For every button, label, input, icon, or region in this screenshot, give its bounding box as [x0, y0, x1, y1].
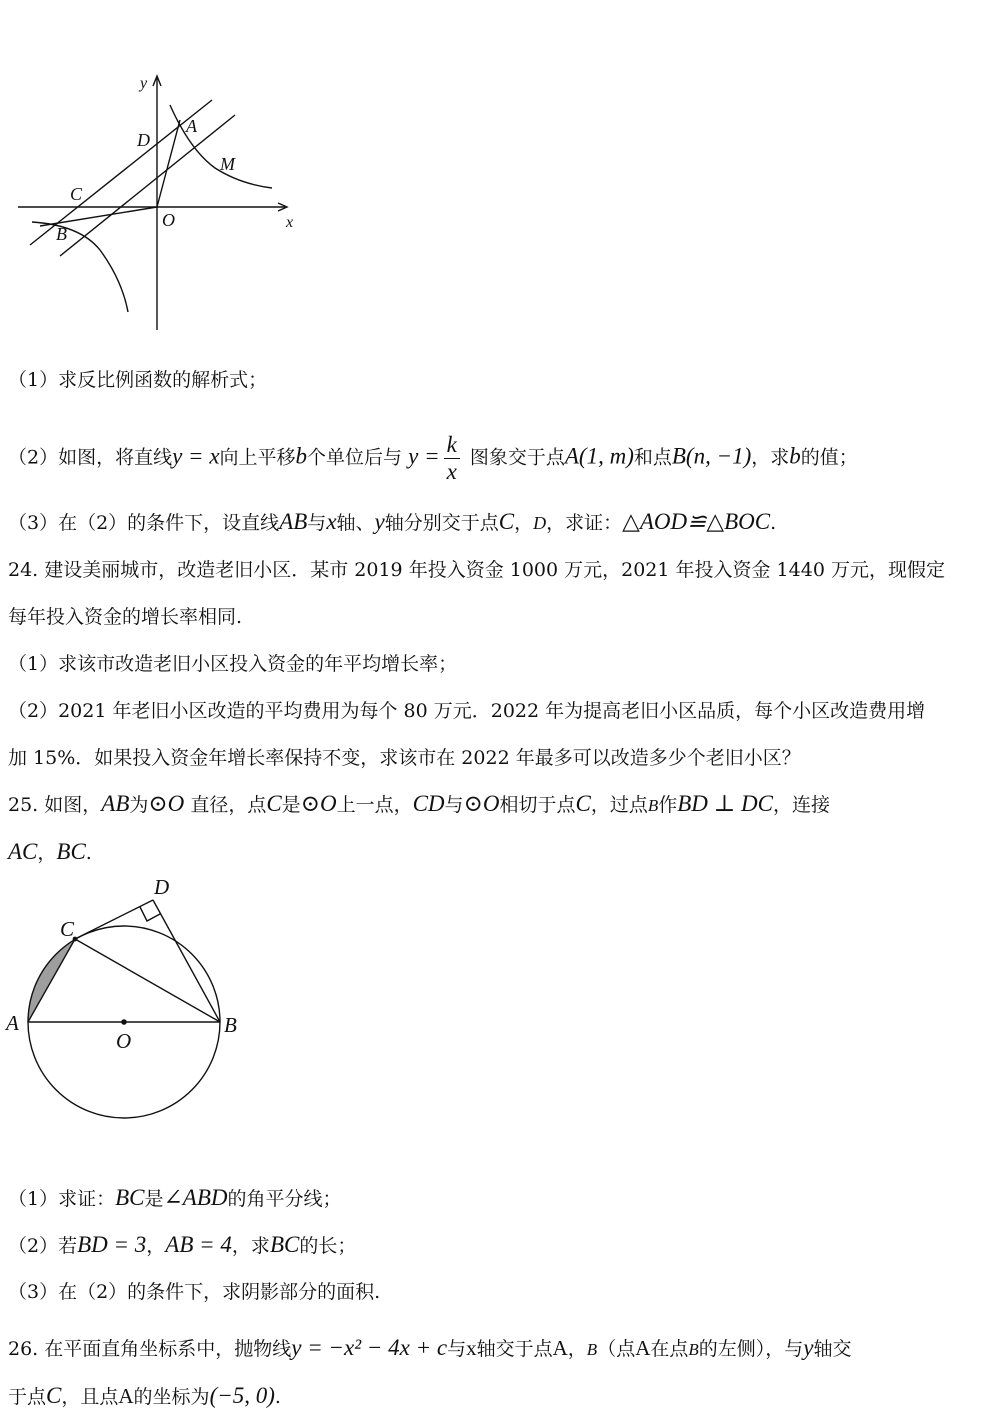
q25-line1	[8, 792, 830, 818]
q25-text-g: ，过点	[590, 794, 648, 816]
q25-part3: （3）在（2）的条件下，求阴影部分的面积.	[8, 1281, 381, 1303]
q25-p2-text-a: （2）若	[8, 1235, 78, 1257]
segment-BC-label: BC	[56, 839, 86, 864]
q23-p2-text-a: （2）如图，将直线	[8, 446, 173, 469]
fig-label-A: A	[6, 1011, 19, 1035]
q26-text-b: 与	[447, 1338, 467, 1360]
q23-p3-text-a: （3）在（2）的条件下，设直线	[8, 512, 280, 534]
point-C: C	[498, 509, 515, 534]
point-A-label: A	[186, 116, 197, 136]
q23-p2-text-f: ，求	[751, 446, 790, 469]
x-var: x	[326, 509, 337, 534]
segment-AC-label: AC	[8, 839, 38, 864]
q23-part1: （1）求反比例函数的解析式；	[8, 369, 268, 391]
q25-text-h: 作	[658, 794, 678, 816]
q26-text-c: 轴交于点	[476, 1338, 553, 1360]
q24-part1: （1）求该市改造老旧小区投入资金的年平均增长率；	[8, 653, 458, 675]
q26-point-C: C	[46, 1383, 62, 1408]
inverse-fn-lhs: y =	[408, 443, 440, 469]
circle-O-3: ⊙O	[463, 791, 500, 816]
fig-label-O: O	[116, 1029, 132, 1053]
x-axis-label: x	[286, 214, 294, 231]
q23-p2-text-c: 个单位后与	[307, 446, 403, 469]
q26-B: B	[586, 1340, 598, 1359]
fraction-numerator: k	[444, 432, 460, 459]
q23-coordinate-graph	[0, 60, 320, 340]
q25-p1-text-c: 的角平分线；	[227, 1188, 342, 1210]
angle-ABD: ∠ABD	[163, 1185, 228, 1210]
q26-text-d: ，	[567, 1338, 587, 1360]
point-B-small: B	[647, 796, 659, 815]
q26-y: y	[803, 1335, 814, 1360]
right-angle-mark	[140, 907, 160, 921]
q25-text-a: 为	[129, 794, 149, 816]
q23-p3-text-e: ，	[514, 512, 534, 534]
q25-p1-BC: BC	[115, 1185, 145, 1210]
parabola-equation: y = −x² − 4x + c	[291, 1335, 448, 1360]
circle-O-1: ⊙O	[148, 791, 185, 816]
hyperbola-branch-2	[32, 222, 128, 312]
q25-p2-BC: BC	[269, 1232, 300, 1257]
q26-A2: A	[635, 1336, 651, 1360]
q25-l2-end: .	[85, 842, 92, 864]
q25-text-i: ，连接	[772, 794, 830, 816]
q26-l2-text-b: ，且点	[61, 1386, 119, 1408]
point-A-coord: A(1, m)	[564, 443, 634, 469]
q25-text-d: 上一点，	[336, 794, 413, 816]
q26-A: A	[552, 1336, 568, 1360]
q25-text-num: 25. 如图，	[8, 794, 102, 816]
q25-line2	[8, 840, 92, 865]
q25-text-f: 相切于点	[499, 794, 576, 816]
point-B-coord: B(n, −1)	[671, 443, 752, 469]
q26-text-a: 26. 在平面直角坐标系中，抛物线	[8, 1338, 292, 1360]
q23-p3-text-c: 轴、	[336, 512, 375, 534]
tangent-CD: CD	[412, 791, 445, 816]
q25-p1-text-a: （1）求证：	[8, 1188, 116, 1210]
q26-x: x	[466, 1336, 477, 1360]
q25-p1-text-b: 是	[144, 1188, 164, 1210]
q24-part2-line2: 加 15%．如果投入资金年增长率保持不变，求该市在 2022 年最多可以改造多少个老旧小区？	[8, 747, 801, 769]
q26-l2-text-e: .	[274, 1386, 281, 1408]
y-axis-label: y	[140, 75, 148, 92]
origin-O-label: O	[162, 210, 175, 230]
point-A-coordinates: (−5, 0)	[209, 1383, 275, 1408]
var-b-2: b	[789, 443, 801, 469]
q25-p2-text-d: 的长；	[299, 1235, 357, 1257]
q23-p2-text-e: 和点	[633, 446, 672, 469]
q23-p2-text-d: 图象交于点	[469, 446, 565, 469]
segment-CB	[75, 939, 220, 1022]
bd-value: BD = 3	[77, 1232, 147, 1257]
q25-part1	[8, 1186, 342, 1211]
q25-text-c2: 是	[281, 794, 301, 816]
q26-text-f: 在点	[650, 1338, 689, 1360]
circle-O-2: ⊙O	[300, 791, 337, 816]
q26-l2-A: A	[118, 1384, 134, 1408]
fraction-denominator: x	[446, 459, 457, 484]
q26-text-h: 轴交	[813, 1338, 852, 1360]
fig-label-C: C	[60, 917, 75, 941]
q26-B2: B	[688, 1340, 699, 1359]
point-D: D	[533, 513, 547, 533]
q24-line1: 24. 建设美丽城市，改造老旧小区．某市 2019 年投入资金 1000 万元，2021 年投入资金 1440 万元，现假定	[8, 559, 945, 581]
q26-line2	[8, 1384, 281, 1409]
point-C-2: C	[575, 791, 591, 816]
diameter-AB: AB	[101, 791, 130, 816]
q26-line1	[8, 1336, 852, 1362]
segment-OA	[157, 120, 180, 207]
q25-text-e: 与	[444, 794, 464, 816]
q25-p2-text-c: ，求	[231, 1235, 270, 1257]
perpendicular-BD-DC: BD ⊥ DC	[677, 791, 773, 816]
tangent-CD-line	[75, 900, 153, 939]
center-O-dot	[121, 1019, 127, 1025]
fig-label-B: B	[224, 1013, 237, 1037]
segment-BD	[153, 900, 220, 1022]
q26-text-g: 的左侧），与	[698, 1338, 804, 1360]
point-C-label: C	[70, 184, 83, 204]
q26-l2-text-d: 的坐标为	[133, 1386, 210, 1408]
y-var: y	[374, 509, 385, 534]
q25-l2-sep: ，	[37, 842, 57, 864]
fig-label-D: D	[154, 875, 170, 899]
q23-p3-text-b: 与	[307, 512, 327, 534]
q23-p2-text-b: 向上平移	[219, 446, 296, 469]
q23-part3	[8, 510, 776, 535]
q25-part2	[8, 1233, 356, 1258]
q23-p3-text-f: ，求证：	[546, 512, 623, 534]
q25-circle-figure	[0, 872, 260, 1132]
q26-text-e: （点	[597, 1338, 636, 1360]
line-equation: y = x	[172, 443, 220, 469]
var-b: b	[295, 443, 308, 469]
point-C-1: C	[266, 791, 282, 816]
segment-AC	[28, 939, 75, 1022]
ab-value: AB = 4	[165, 1232, 232, 1257]
q25-p2-text-b: ，	[146, 1235, 166, 1257]
point-B-label: B	[56, 224, 67, 244]
congruence-statement: △AOD≌△BOC	[622, 509, 771, 534]
q23-part2	[8, 432, 858, 485]
q23-p3-text-g: .	[770, 512, 777, 534]
line-AB-label: AB	[279, 509, 308, 534]
fraction-k-over-x	[444, 432, 460, 485]
point-M-label: M	[220, 154, 235, 174]
q24-line2: 每年投入资金的增长率相同.	[8, 606, 243, 628]
q25-text-b: 直径，点	[184, 794, 267, 816]
q23-p3-text-d: 轴分别交于点	[384, 512, 499, 534]
point-D-label: D	[137, 130, 150, 150]
q24-part2-line1: （2）2021 年老旧小区改造的平均费用为每个 80 万元．2022 年为提高老旧小区品质，每个小区改造费用增	[8, 700, 926, 722]
q26-l2-text-a: 于点	[8, 1386, 47, 1408]
q23-p2-text-g: 的值；	[800, 446, 858, 469]
